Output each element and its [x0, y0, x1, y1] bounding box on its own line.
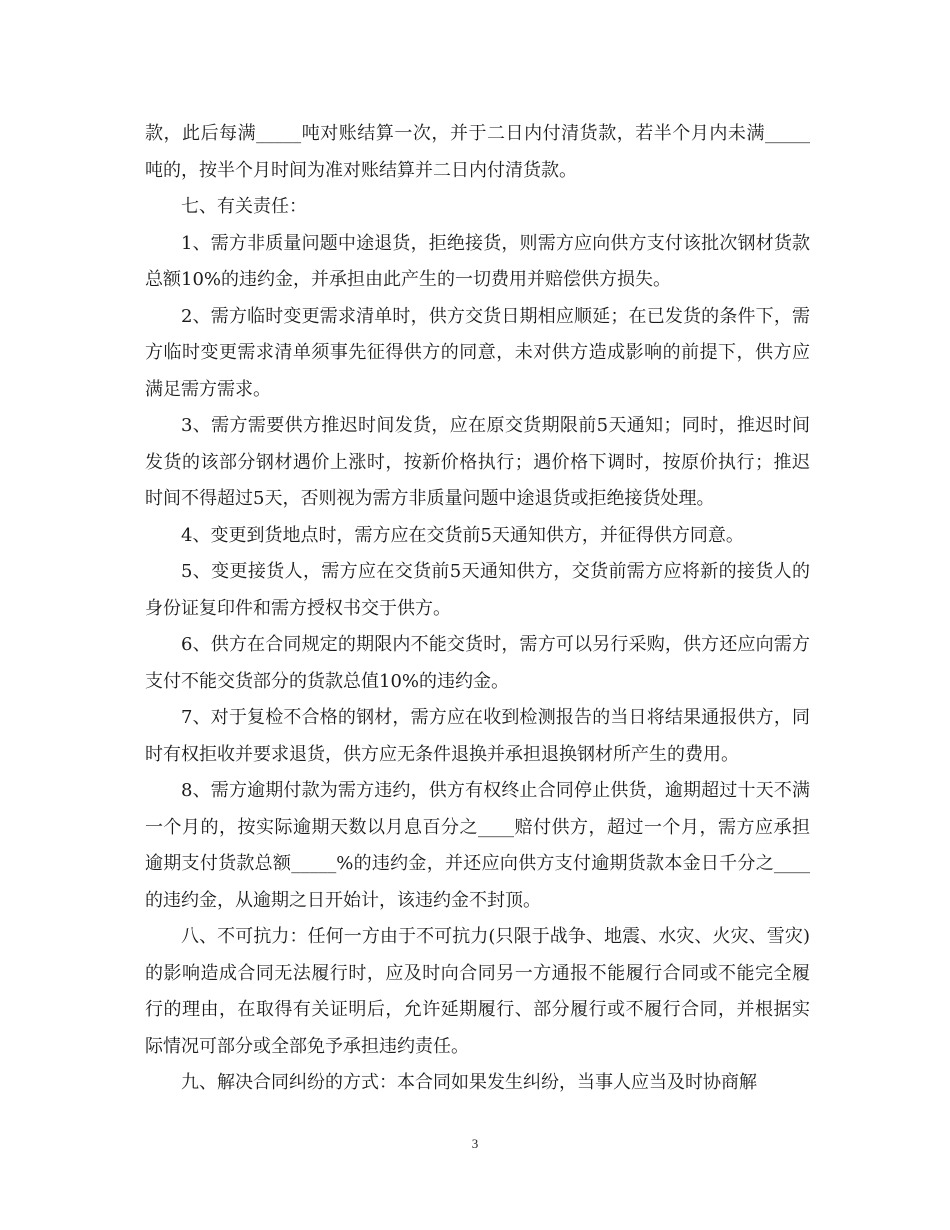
clause-8-late-payment: 8、需方逾期付款为需方违约，供方有权终止合同停止供货，逾期超过十天不满一个月的，按实际逾期天数以月息百分之____赔付供方，超过一个月，需方应承担逾期支付货款总额_____%的违约金，并还应向供方支付逾期货款本金日千分之____的违约金，从逾期之日开始计，该违约金不封顶。: [145, 780, 810, 911]
section-force-majeure: 八、不可抗力：任何一方由于不可抗力(只限于战争、地震、水灾、火灾、雪灾)的影响造成合同无法履行时，应及时向合同另一方通报不能履行合同或不能完全履行的理由，在取得有关证明后，允许延期履行、部分履行或不履行合同，并根据实际情况可部分或全部免予承担违约责任。: [145, 926, 810, 1057]
clause-6-supplier-delay: 6、供方在合同规定的期限内不能交货时，需方可以另行采购，供方还应向需方支付不能交货部分的货款总值10%的违约金。: [145, 634, 810, 692]
section-heading-responsibilities: 七、有关责任：: [181, 196, 307, 217]
clause-1-return-refusal: 1、需方非质量问题中途退货，拒绝接货，则需方应向供方支付该批次钢材货款总额10%的违约金，并承担由此产生的一切费用并赔偿供方损失。: [145, 232, 810, 290]
clause-5-receiver-change: 5、变更接货人，需方应在交货前5天通知供方，交货前需方应将新的接货人的身份证复印件和需方授权书交于供方。: [145, 561, 810, 619]
clause-7-failed-inspection: 7、对于复检不合格的钢材，需方应在收到检测报告的当日将结果通报供方，同时有权拒收并要求退货，供方应无条件退换并承担退换钢材所产生的费用。: [145, 707, 810, 765]
document-body: [145, 116, 810, 1102]
clause-4-delivery-location: 4、变更到货地点时，需方应在交货前5天通知供方，并征得供方同意。: [181, 524, 744, 546]
paragraph-payment-settlement: 款，此后每满_____吨对账结算一次，并于二日内付清货款，若半个月内未满_____吨的，按半个月时间为准对账结算并二日内付清货款。: [145, 123, 810, 181]
clause-3-delay-shipment: 3、需方需要供方推迟时间发货，应在原交货期限前5天通知；同时，推迟时间发货的该部分钢材遇价上涨时，按新价格执行；遇价格下调时，按原价执行；推迟时间不得超过5天，否则视为需方非质量问题中途退货或拒绝接货处理。: [145, 415, 810, 509]
section-dispute-resolution: 九、解决合同纠纷的方式：本合同如果发生纠纷，当事人应当及时协商解: [181, 1072, 757, 1093]
clause-2-demand-change: 2、需方临时变更需求清单时，供方交货日期相应顺延；在已发货的条件下，需方临时变更需求清单须事先征得供方的同意，未对供方造成影响的前提下，供方应满足需方需求。: [145, 305, 810, 400]
page-number: 3: [471, 1136, 479, 1151]
